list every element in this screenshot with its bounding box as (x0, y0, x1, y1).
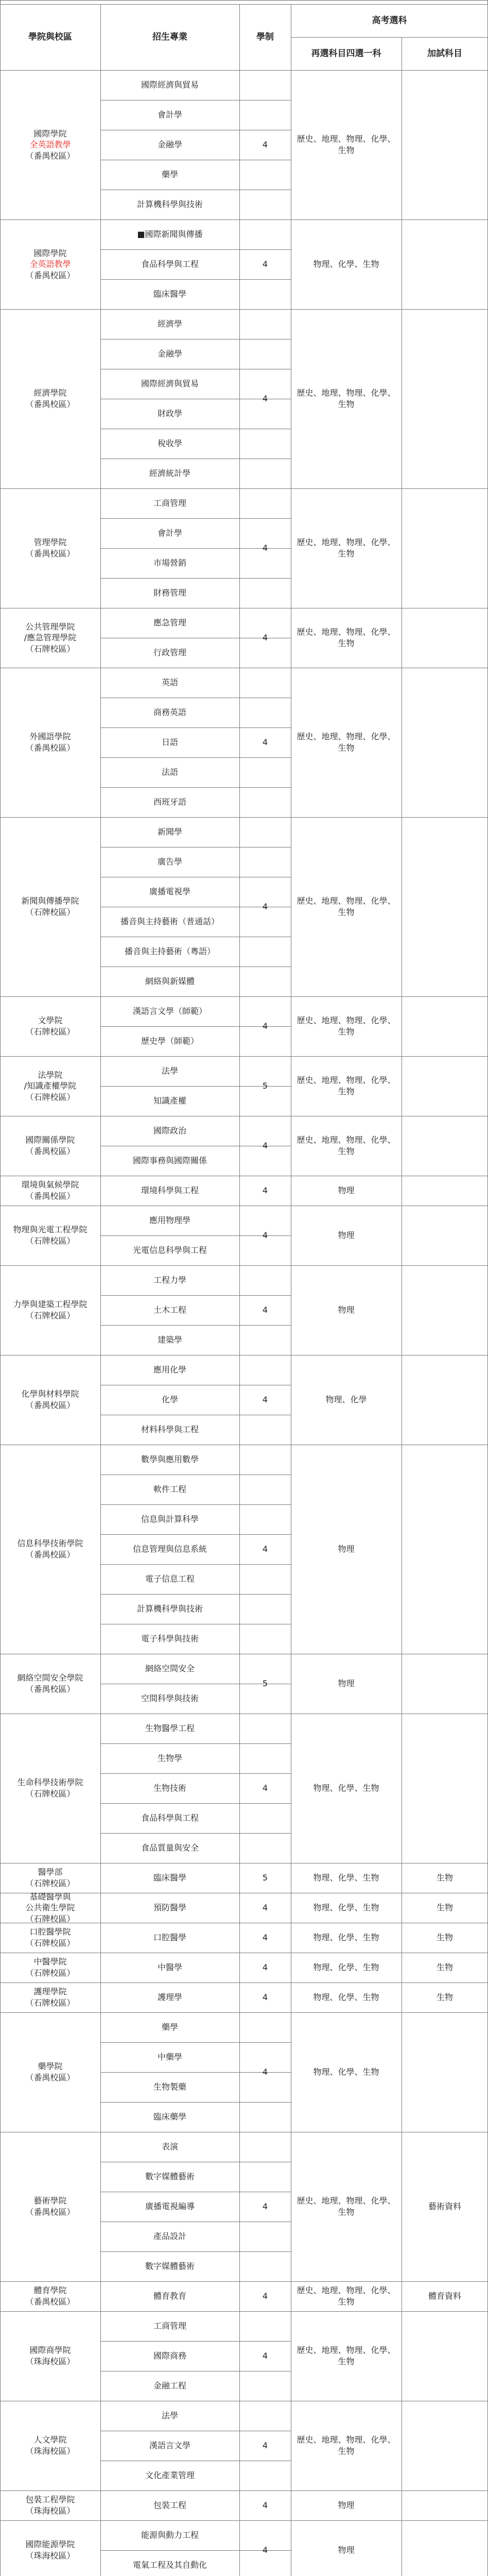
years-cell: 5 (262, 1081, 268, 1091)
requirement-cell: 歷史、地理、物理、化學、生物 (297, 1135, 396, 1156)
major-cell: 廣告學 (157, 857, 182, 867)
college-cell (0, 2401, 100, 2490)
major-cell: 工商管理 (153, 2321, 186, 2331)
college-name-line: 文學院 (38, 1015, 63, 1026)
major-cell: 應用化學 (153, 1365, 186, 1375)
major-cell: ■國際新聞與傳播 (137, 229, 203, 240)
major-cell: 臨床醫學 (153, 1873, 186, 1883)
major-cell: 網絡空間安全 (145, 1664, 195, 1674)
years-cell: 4 (262, 633, 268, 643)
requirement-cell: 物理 (338, 1305, 355, 1315)
major-cell: 工程力學 (153, 1275, 186, 1285)
college-name-line: （番禺校區） (25, 1191, 75, 1201)
college-name-line: （石牌校區） (25, 1913, 75, 1924)
extra-cell: 體育資料 (428, 2291, 461, 2301)
college-name-line: 藥學院 (38, 2061, 63, 2072)
college-name-line: 環境與氣候學院 (21, 1180, 79, 1190)
requirement-cell: 物理、化學 (325, 1395, 367, 1405)
major-cell: 藥學 (161, 170, 178, 180)
requirement-cell: 歷史、地理、物理、化學、生物 (297, 1015, 396, 1037)
college-cell (0, 996, 100, 1056)
years-cell: 4 (262, 1992, 268, 2003)
college-name-line: 醫學部 (38, 1867, 63, 1877)
major-cell: 工商管理 (153, 498, 186, 509)
college-cell (0, 1206, 100, 1265)
major-cell: 稅收學 (157, 438, 182, 449)
college-cell (0, 1654, 100, 1714)
college-cell (0, 1714, 100, 1863)
requirement-cell: 歷史、地理、物理、化學、生物 (297, 2196, 396, 2217)
college-cell (0, 1923, 100, 1953)
college-name-line: 國際商學院 (29, 2345, 71, 2355)
major-cell: 日語 (161, 737, 178, 748)
college-cell (0, 1863, 100, 1893)
major-cell: 化學 (161, 1395, 178, 1405)
header-major: 招生專業 (152, 31, 187, 42)
major-cell: 材料科學與工程 (141, 1425, 199, 1435)
major-cell: 市場營銷 (153, 558, 186, 568)
college-name-line: 化學與材料學院 (21, 1389, 79, 1399)
header-subjects: 高考選科 (372, 15, 407, 26)
college-name-line: （珠海校區） (25, 2551, 75, 2561)
years-cell: 5 (262, 1873, 268, 1883)
major-cell: 藥學 (161, 2022, 178, 2032)
major-cell: 中醫學 (157, 1962, 182, 1973)
major-cell: 國際商務 (153, 2351, 186, 2361)
college-name-line: 護理學院 (33, 1987, 67, 1997)
major-cell: 產品設計 (153, 2231, 186, 2242)
college-cell (0, 219, 100, 309)
major-cell: 經濟學 (157, 319, 182, 329)
requirement-cell: 物理、化學、生物 (313, 2067, 379, 2077)
college-name-line: /知識產權學院 (24, 1081, 77, 1091)
extra-cell: 生物 (436, 1933, 453, 1943)
major-cell: 英語 (161, 677, 178, 688)
years-cell: 4 (262, 2067, 268, 2077)
major-cell: 國際政治 (153, 1126, 186, 1136)
college-cell (0, 2281, 100, 2311)
college-name-line: （石牌校區） (25, 1878, 75, 1888)
college-name-line: （番禺校區） (25, 2297, 75, 2307)
header-years: 學制 (256, 31, 274, 42)
requirement-cell: 物理 (338, 1544, 355, 1554)
major-cell: 漢語言文學（師範） (132, 1006, 207, 1016)
major-cell: 電子科學與技術 (141, 1634, 199, 1644)
major-cell: 電氣工程及其自動化 (132, 2560, 207, 2570)
college-name-line: 力學與建築工程學院 (13, 1299, 88, 1310)
requirement-cell: 物理 (338, 1679, 355, 1689)
extra-cell: 藝術資料 (428, 2201, 461, 2212)
college-name-line: （番禺校區） (25, 1550, 75, 1560)
college-name-line: 經濟學院 (33, 388, 67, 398)
years-cell: 4 (262, 1933, 268, 1943)
college-name-line: 國際學院 (33, 248, 67, 258)
requirement-cell: 歷史、地理、物理、化學、生物 (297, 537, 396, 558)
major-cell: 能源與動力工程 (141, 2530, 199, 2540)
header-second: 再選科目四選一科 (311, 48, 381, 59)
major-cell: 預防醫學 (153, 1903, 186, 1913)
years-cell: 4 (262, 1021, 268, 1031)
college-name-line: 生命科學技術學院 (17, 1777, 83, 1788)
major-cell: 護理學 (157, 1992, 182, 2003)
college-cell (0, 70, 100, 219)
major-cell: 數字媒體藝術 (145, 2172, 195, 2182)
major-cell: 歷史學（師範） (141, 1036, 199, 1046)
years-cell: 4 (262, 1185, 268, 1196)
major-cell: 應急管理 (153, 618, 186, 628)
years-cell: 4 (262, 2351, 268, 2361)
major-cell: 財務管理 (153, 588, 186, 598)
major-cell: 數學與應用數學 (141, 1454, 199, 1465)
college-name-line: （番禺校區） (25, 549, 75, 558)
college-name-line: 全英語教學 (29, 259, 71, 269)
years-cell: 4 (262, 1230, 268, 1241)
college-cell (0, 1116, 100, 1176)
years-cell: 4 (262, 1783, 268, 1793)
college-name-line: （石牌校區） (25, 1998, 75, 2008)
major-cell: 國際事務與國際關係 (132, 1156, 207, 1166)
major-cell: 臨床醫學 (153, 289, 186, 299)
major-cell: 體育教育 (153, 2291, 186, 2301)
college-cell (0, 488, 100, 608)
college-cell (0, 668, 100, 817)
years-cell: 4 (262, 1962, 268, 1973)
college-cell (0, 1445, 100, 1654)
major-cell: 法學 (161, 2411, 178, 2421)
college-name-line: 包裝工程學院 (25, 2495, 75, 2505)
major-cell: 知識產權 (153, 1096, 186, 1106)
college-name-line: 口腔醫學院 (29, 1927, 71, 1937)
college-cell (0, 1265, 100, 1355)
major-cell: 生物醫學工程 (145, 1723, 195, 1734)
major-cell: 建築學 (157, 1335, 182, 1345)
extra-cell: 生物 (436, 1962, 453, 1973)
college-cell (0, 2012, 100, 2132)
years-cell: 4 (262, 737, 268, 748)
requirement-cell: 歷史、地理、物理、化學、生物 (297, 627, 396, 648)
header-extra: 加試科目 (427, 48, 462, 59)
college-cell (0, 2520, 100, 2576)
years-cell: 4 (262, 394, 268, 404)
years-cell: 4 (262, 2500, 268, 2511)
major-cell: 播音與主持藝術（粵語） (124, 946, 215, 957)
requirement-cell: 歷史、地理、物理、化學、生物 (297, 2285, 396, 2307)
major-cell: 光電信息科學與工程 (132, 1245, 207, 1256)
college-name-line: （石牌校區） (25, 1938, 75, 1948)
header-college: 學院與校區 (28, 31, 72, 42)
major-cell: 新聞學 (157, 827, 182, 837)
college-name-line: （石牌校區） (25, 1236, 75, 1246)
college-name-line: （番禺校區） (25, 743, 75, 753)
major-cell: 應用物理學 (149, 1215, 190, 1226)
major-cell: 信息與計算科學 (141, 1514, 199, 1524)
requirement-cell: 物理、化學、生物 (313, 259, 379, 269)
years-cell: 4 (262, 2201, 268, 2212)
college-name-line: （石牌校區） (25, 907, 75, 917)
major-cell: 電子信息工程 (145, 1574, 195, 1584)
college-cell (0, 2490, 100, 2520)
college-name-line: （番禺校區） (25, 1146, 75, 1156)
major-cell: 經濟統計學 (149, 468, 190, 479)
extra-cell: 生物 (436, 1992, 453, 2003)
requirement-cell: 物理、化學、生物 (313, 1783, 379, 1793)
college-cell (0, 817, 100, 996)
requirement-cell: 歷史、地理、物理、化學、生物 (297, 732, 396, 753)
college-name-line: 國際能源學院 (25, 2539, 75, 2550)
college-name-line: （番禺校區） (25, 399, 75, 409)
requirement-cell: 物理、化學、生物 (313, 1873, 379, 1883)
major-cell: 臨床藥學 (153, 2112, 186, 2122)
college-name-line: 人文學院 (33, 2435, 67, 2445)
college-name-line: 法學院 (38, 1070, 63, 1080)
requirement-cell: 歷史、地理、物理、化學、生物 (297, 2345, 396, 2366)
college-name-line: 信息科學技術學院 (17, 1538, 83, 1549)
college-name-line: 新聞與傳播學院 (21, 896, 79, 906)
requirement-cell: 歷史、地理、物理、化學、生物 (297, 896, 396, 917)
requirement-cell: 物理、化學、生物 (313, 1903, 379, 1913)
college-cell (0, 1893, 100, 1923)
years-cell: 4 (262, 1305, 268, 1315)
major-cell: 金融學 (157, 140, 182, 150)
years-cell: 4 (262, 1141, 268, 1151)
years-cell: 4 (262, 140, 268, 150)
college-name-line: 公共衛生學院 (25, 1903, 75, 1913)
college-cell (0, 1982, 100, 2012)
college-name-line: （珠海校區） (25, 2446, 75, 2456)
major-cell: 會計學 (157, 110, 182, 120)
requirement-cell: 歷史、地理、物理、化學、生物 (297, 2435, 396, 2456)
college-name-line: 公共管理學院 (25, 621, 75, 632)
major-cell: 食品科學與工程 (141, 259, 199, 269)
college-name-line: （番禺校區） (25, 2207, 75, 2217)
years-cell: 4 (262, 259, 268, 269)
college-name-line: （珠海校區） (25, 2506, 75, 2516)
requirement-cell: 物理、化學、生物 (313, 1962, 379, 1973)
years-cell: 4 (262, 2545, 268, 2555)
college-name-line: （石牌校區） (25, 1092, 75, 1102)
extra-cell: 生物 (436, 1903, 453, 1913)
college-name-line: （石牌校區） (25, 1789, 75, 1799)
requirement-cell: 歷史、地理、物理、化學、生物 (297, 134, 396, 155)
major-cell: 金融學 (157, 349, 182, 359)
years-cell: 5 (262, 1679, 268, 1689)
major-cell: 表演 (161, 2142, 178, 2152)
college-name-line: 網絡空間安全學院 (17, 1673, 83, 1683)
college-name-line: （番禺校區） (25, 1400, 75, 1410)
major-cell: 計算機科學與技術 (136, 1604, 203, 1614)
major-cell: 環境科學與工程 (141, 1185, 199, 1196)
major-cell: 漢語言文學 (149, 2441, 190, 2451)
major-cell: 法語 (161, 767, 178, 777)
major-cell: 食品科學與工程 (141, 1813, 199, 1823)
requirement-cell: 物理、化學、生物 (313, 1992, 379, 2003)
major-cell: 金融工程 (153, 2381, 186, 2391)
major-cell: 空間科學與技術 (141, 1693, 199, 1704)
college-name-line: /應急管理學院 (24, 633, 77, 643)
college-cell (0, 608, 100, 668)
requirement-cell: 歷史、地理、物理、化學、生物 (297, 388, 396, 409)
college-name-line: （石牌校區） (25, 1027, 75, 1037)
college-name-line: 國際學院 (33, 128, 67, 139)
requirement-cell: 物理 (338, 1230, 355, 1241)
major-cell: 數字媒體藝術 (145, 2261, 195, 2272)
major-cell: 中藥學 (157, 2052, 182, 2062)
major-cell: 食品質量與安全 (141, 1843, 199, 1853)
major-cell: 包裝工程 (153, 2500, 186, 2511)
college-cell (0, 1176, 100, 1206)
major-cell: 廣播電視學 (149, 887, 190, 897)
major-cell: 計算機科學與技術 (136, 199, 203, 210)
major-cell: 廣播電視編導 (145, 2201, 195, 2212)
requirement-cell: 歷史、地理、物理、化學、生物 (297, 1075, 396, 1096)
major-cell: 生物技術 (153, 1783, 186, 1793)
college-name-line: 管理學院 (33, 537, 67, 548)
major-cell: 網絡與新媒體 (145, 976, 195, 987)
major-cell: 會計學 (157, 528, 182, 538)
college-cell (0, 309, 100, 488)
college-name-line: 體育學院 (33, 2285, 67, 2296)
years-cell: 4 (262, 902, 268, 912)
years-cell: 4 (262, 2291, 268, 2301)
years-cell: 4 (262, 1903, 268, 1913)
years-cell: 4 (262, 1395, 268, 1405)
college-name-line: （番禺校區） (25, 1684, 75, 1694)
college-name-line: （石牌校區） (25, 643, 75, 654)
college-name-line: 藝術學院 (33, 2196, 67, 2206)
major-cell: 法學 (161, 1066, 178, 1076)
college-name-line: （石牌校區） (25, 1968, 75, 1978)
college-name-line: 外國語學院 (29, 732, 71, 742)
major-cell: 口腔醫學 (153, 1933, 186, 1943)
major-cell: 信息管理與信息系統 (132, 1544, 207, 1554)
major-cell: 土木工程 (153, 1305, 186, 1315)
major-cell: 播音與主持藝術（普通話） (120, 917, 219, 927)
requirement-cell: 物理 (338, 2500, 355, 2511)
college-name-line: （番禺校區） (25, 2073, 75, 2082)
college-cell (0, 1355, 100, 1445)
college-name-line: 中醫學院 (33, 1957, 67, 1967)
college-name-line: 全英語教學 (29, 140, 71, 150)
major-cell: 生物學 (157, 1753, 182, 1764)
college-cell (0, 1953, 100, 1982)
college-name-line: （珠海校區） (25, 2357, 75, 2366)
requirement-cell: 物理、化學、生物 (313, 1933, 379, 1943)
college-name-line: （石牌校區） (25, 1311, 75, 1320)
major-cell: 西班牙語 (153, 797, 186, 807)
major-cell: 商務英語 (153, 707, 186, 718)
requirement-cell: 物理 (338, 1185, 355, 1196)
college-name-line: 物理與光電工程學院 (13, 1225, 88, 1235)
major-cell: 文化產業管理 (145, 2470, 195, 2481)
years-cell: 4 (262, 1544, 268, 1554)
major-cell: 國際經濟與貿易 (141, 80, 199, 90)
college-name-line: （番禺校區） (25, 270, 75, 280)
college-cell (0, 1056, 100, 1116)
college-cell (0, 2132, 100, 2281)
major-cell: 軟件工程 (153, 1484, 186, 1495)
years-cell: 4 (262, 543, 268, 553)
major-cell: 財政學 (157, 409, 182, 419)
college-name-line: 國際關係學院 (25, 1135, 75, 1145)
major-cell: 國際經濟與貿易 (141, 379, 199, 389)
college-cell (0, 2311, 100, 2401)
major-cell: 行政管理 (153, 648, 186, 658)
requirement-cell: 物理 (338, 2545, 355, 2555)
college-name-line: （番禺校區） (25, 150, 75, 161)
college-name-line: 基礎醫學與 (29, 1891, 71, 1902)
extra-cell: 生物 (436, 1873, 453, 1883)
major-cell: 生物製藥 (153, 2082, 186, 2092)
years-cell: 4 (262, 2441, 268, 2451)
